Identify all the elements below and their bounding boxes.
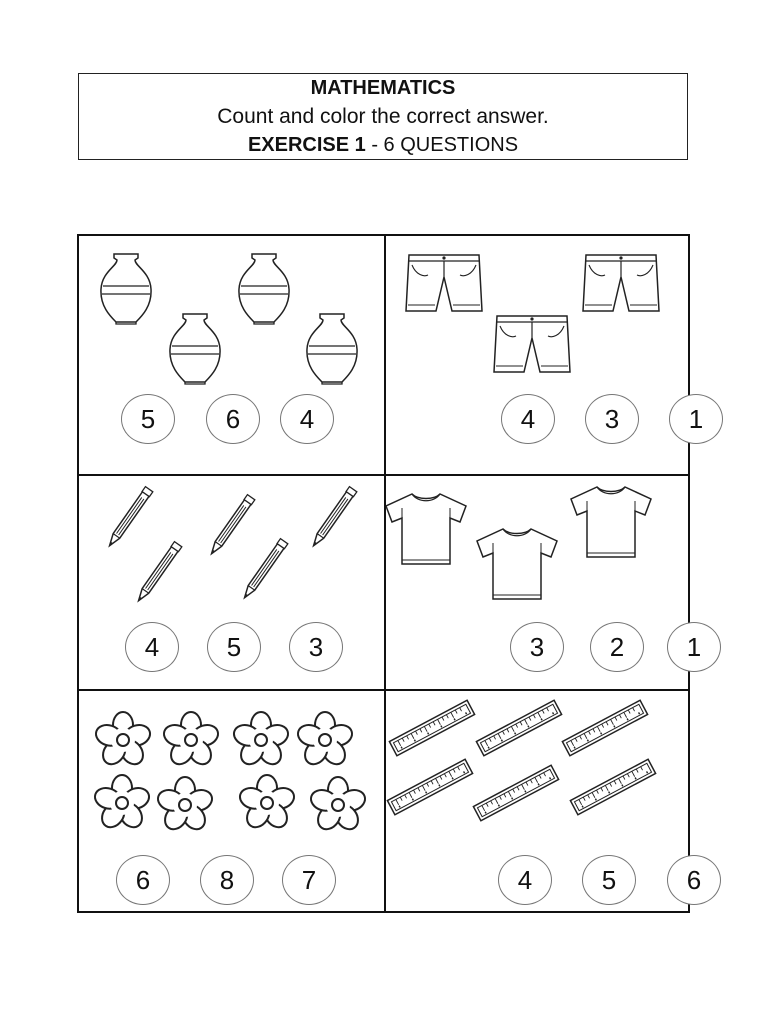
question-cell-tshirts <box>386 476 702 689</box>
flower-icon <box>308 777 367 834</box>
ruler-icon <box>570 759 655 814</box>
shorts-icon <box>583 255 659 311</box>
vase-icon <box>170 314 220 384</box>
vase-icon <box>307 314 357 384</box>
question-grid <box>77 234 704 913</box>
flower-icon <box>295 712 354 769</box>
pencil-icon <box>135 542 182 604</box>
pencil-icon <box>208 495 255 557</box>
ruler-icon <box>387 759 472 814</box>
answer-option[interactable]: 4 <box>501 394 555 444</box>
answer-option[interactable]: 5 <box>207 622 261 672</box>
answer-option[interactable]: 1 <box>667 622 721 672</box>
vase-icon <box>101 254 151 324</box>
answer-option[interactable]: 6 <box>667 855 721 905</box>
exercise-number: EXERCISE 1 <box>247 134 366 156</box>
answer-option[interactable]: 1 <box>669 394 723 444</box>
answer-option[interactable]: 5 <box>121 394 175 444</box>
ruler-icon <box>476 700 561 755</box>
answer-option[interactable]: 4 <box>498 855 552 905</box>
instruction-text: Count and color the correct answer. <box>217 105 549 128</box>
ruler-icon <box>562 700 647 755</box>
worksheet-header <box>78 73 688 160</box>
question-cell-shorts <box>386 236 704 474</box>
shorts-icon <box>494 316 570 372</box>
flower-icon <box>155 777 214 834</box>
flower-icon <box>237 775 296 832</box>
pencil-icon <box>241 539 288 601</box>
question-cell-rulers <box>386 691 702 913</box>
subject-title: MATHEMATICS <box>310 77 456 99</box>
answer-option[interactable]: 7 <box>282 855 336 905</box>
tshirt-icon <box>571 487 651 557</box>
exercise-label <box>79 134 687 157</box>
answer-option[interactable]: 4 <box>280 394 334 444</box>
answer-option[interactable]: 3 <box>510 622 564 672</box>
ruler-icon <box>473 765 558 820</box>
ruler-icon <box>389 700 474 755</box>
answer-option[interactable]: 4 <box>125 622 179 672</box>
pencil-icon <box>310 487 357 549</box>
answer-option[interactable]: 8 <box>200 855 254 905</box>
answer-option[interactable]: 3 <box>585 394 639 444</box>
flower-icon <box>231 712 290 769</box>
answer-option[interactable]: 5 <box>582 855 636 905</box>
exercise-question-count: - 6 QUESTIONS <box>365 134 519 156</box>
tshirt-icon <box>386 494 466 564</box>
tshirt-icon <box>477 529 557 599</box>
question-cell-pencils <box>79 476 384 689</box>
answer-option[interactable]: 2 <box>590 622 644 672</box>
shorts-icon <box>406 255 482 311</box>
flower-icon <box>93 712 152 769</box>
question-cell-vases <box>79 236 384 474</box>
answer-option[interactable]: 3 <box>289 622 343 672</box>
vase-icon <box>239 254 289 324</box>
answer-option[interactable]: 6 <box>116 855 170 905</box>
question-cell-flowers <box>79 691 384 913</box>
flower-icon <box>161 712 220 769</box>
answer-option[interactable]: 6 <box>206 394 260 444</box>
flower-icon <box>92 775 151 832</box>
pencil-icon <box>106 487 153 549</box>
